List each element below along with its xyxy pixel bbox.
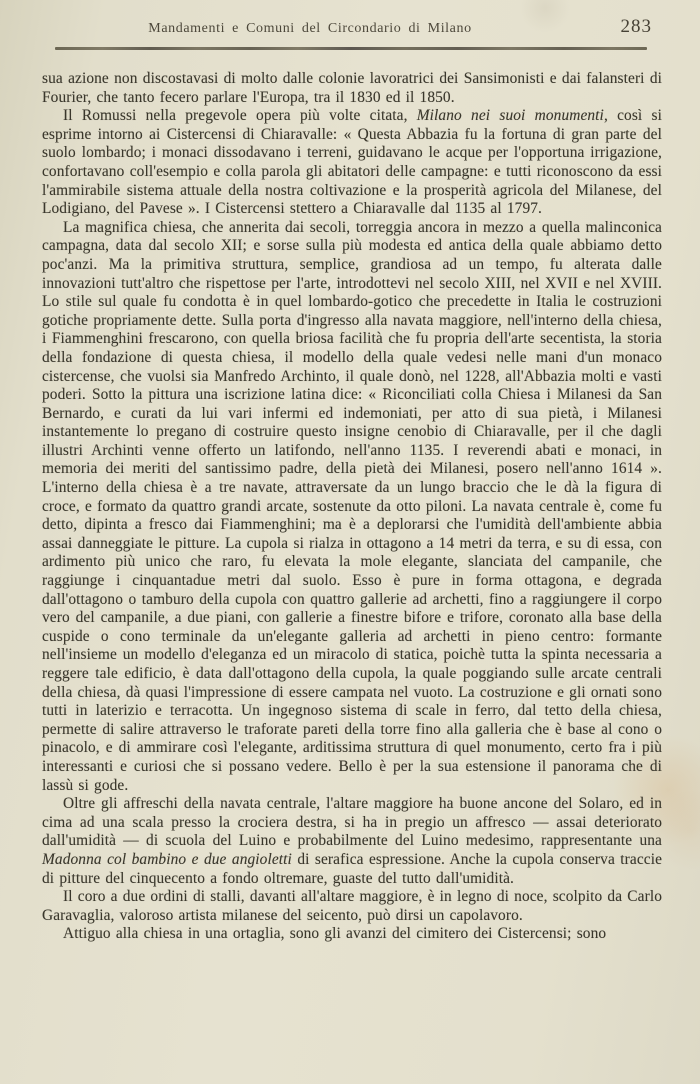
page-number: 283 <box>620 16 652 37</box>
text-segment: Il coro a due ordini di stalli, davanti all'altare maggiore, è in legno di noce, scolpito da Carlo Garavaglia, valoroso artista milanese del seicento, può dirsi un capolavoro. <box>42 888 662 924</box>
text-segment: Oltre gli affreschi della navata centrale, l'altare maggiore ha buone ancone del Solaro, ed in cima ad una scala presso la crociera destra, si ha in pregio un affresco — assai deteriorato dall'umidità — di scuola del Luino e probabilmente del Luino medesimo, rappresentante una <box>42 795 662 850</box>
text-segment: Attiguo alla chiesa in una ortaglia, sono gli avanzi del cimitero dei Cistercensi; sono <box>63 925 607 943</box>
paragraph <box>42 70 662 107</box>
page-header <box>42 16 660 42</box>
paragraph <box>42 219 662 795</box>
text-segment: sua azione non discostavasi di molto dalle colonie lavoratrici dei Sansimonisti e dai falansteri di Fourier, che tanto fecero parlare l'Europa, tra il 1830 ed il 1850. <box>42 70 662 106</box>
text-block <box>42 70 662 944</box>
paragraph <box>42 925 662 944</box>
text-segment: La magnifica chiesa, che annerita dai secoli, torreggia ancora in mezzo a quella malinconica campagna, data dal secolo XII; e sorse sulla più modesta ed antica della quale abbiamo detto poc'anzi. Ma la primitiva struttura, semplice, grandiosa ad un tempo, fu alterata dalle innovazioni tutt'altro che rispettose per l'arte, introdottevi nel secolo XIII, nel XVII e nel XVIII. Lo stile sul quale fu condotta è in quel lombardo-gotico che precedette in Italia le costruzioni gotiche propriamente dette. Sulla porta d'ingresso alla navata maggiore, nell'interno della chiesa, i Fiammenghini frescarono, con quella briosa facilità che fu propria dell'arte secentista, la storia della fondazione di questa chiesa, il modello della quale vedesi nelle mani d'un monaco cistercense, che vuolsi sia Manfredo Archinto, il quale donò, nel 1228, all'Abbazia molti e vasti poderi. Sotto la pittura una iscrizione latina dice: « Riconciliati colla Chiesa i Milanesi da San Bernardo, e curati da lui vari infermi ed indemoniati, per atto di sua pietà, i Milanesi instantemente lo pregano di costruire questo insigne cenobio di Chiaravalle, per il che dagli illustri Archinti venne offerto un latifondo, nell'anno 1135. I reverendi abati e monaci, in memoria dei meriti del santissimo padre, della pietà dei Milanesi, posero nell'anno 1614 ». L'interno della chiesa è a tre navate, attraversate da un lungo braccio che le dà la figura di croce, e formato da quattro grandi arcate, sostenute da otto piloni. La navata centrale è, come fu detto, dipinta a fresco dai Fiammenghini; ma è a deplorarsi che l'umidità dell'ambiente abbia assai danneggiate le pitture. La cupola si rialza in ottagono a 14 metri da terra, e su di essa, con ardimento più unico che raro, fu elevata la mole elegante, slanciata del campanile, che raggiunge i cinquantadue metri dal suolo. Esso è pure in forma ottagona, e degrada dall'ottagono o tamburo della cupola con quattro gallerie ad archetti, fino a raggiungere il corpo vero del campanile, a due piani, con gallerie a finestre bifore e trifore, coronato alla base della cuspide o cono terminale da un'elegante galleria ad archetti in pieno centro: formante nell'insieme un modello d'eleganza ed un miracolo di statica, poichè tutta la spinta necessaria a reggere tale edificio, è data dall'ottagono della cupola, la quale poggiando sulle arcate centrali della chiesa, dà quasi l'impressione di essere campata nel vuoto. La costruzione e gli ornati sono tutti in laterizio e terracotta. Un ingegnoso sistema di scale in ferro, dal tetto della chiesa, permette di salire attraverso le traforate pareti della torre fino alla galleria che è base al cono o pinacolo, e di ammirare così l'elegante, arditissima struttura di quel monumento, certo fra i più interessanti e curiosi che si possano vedere. Bello è per la sua estensione il panorama che di lassù si gode. <box>42 218 662 794</box>
paragraph <box>42 795 662 888</box>
header-divider <box>55 47 647 50</box>
text-segment: , così si esprime intorno ai Cistercensi di Chiaravalle: « Questa Abbazia fu la fortuna di gran parte del suolo lombardo; i monaci dissodavano i terreni, guidavano le acque per l'opportuna irrigazione, confortavano coll'esempio e colla parola gli abitatori delle campagne: e tutti riconoscono da essi l'ammirabile sistema attuale della nostra coltivazione e la prosperità agricola del Milanese, del Lodigiano, del Pavese ». I Cistercensi stettero a Chiaravalle dal 1135 al 1797. <box>42 107 662 218</box>
paragraph <box>42 888 662 925</box>
paragraph <box>42 107 662 219</box>
text-segment: Il Romussi nella pregevole opera più volte citata, <box>63 107 417 125</box>
text-segment: di serafica espressione. Anche la cupola conserva traccie di pitture del cinquecento a fondo oltremare, guaste del tutto dall'umidità. <box>42 850 663 887</box>
italic-text-segment: Madonna col bambino e due angioletti <box>42 850 292 868</box>
italic-text-segment: Milano nei suoi monumenti <box>416 107 604 125</box>
running-title: Mandamenti e Comuni del Circondario di Milano <box>148 21 472 36</box>
